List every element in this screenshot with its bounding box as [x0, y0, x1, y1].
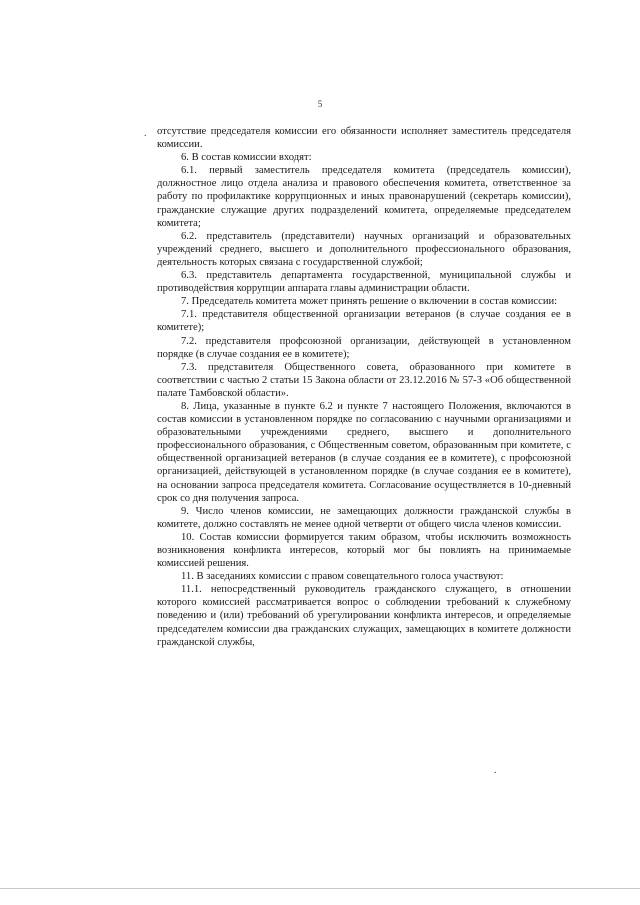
- document-body: [157, 125, 571, 649]
- paragraph-11-1: 11.1. непосредственный руководитель гражданского служащего, в отношении которого комиссией рассматривается вопрос о соблюдении требований к служебному поведению и (или) требований об урегулировании конфликта интересов, и определяемые председателем комиссии два гражданских служащих, замещающих в комитете должности гражданской службы,: [157, 584, 571, 648]
- paragraph-6-3: 6.3. представитель департамента государственной, муниципальной службы и противодействия коррупции аппарата главы администрации области.: [157, 270, 571, 295]
- paragraph-5-continuation: отсутствие председателя комиссии его обязанности исполняет заместитель председателя комиссии.: [157, 126, 571, 151]
- paragraph-7-1: 7.1. представителя общественной организации ветеранов (в случае создания ее в комитете);: [157, 309, 571, 334]
- page-number: 5: [317, 99, 323, 109]
- paragraph-7-2: 7.2. представителя профсоюзной организации, действующей в установленном порядке (в случае создания ее в комитете);: [157, 335, 571, 360]
- scan-edge-line: [0, 888, 640, 889]
- paragraph-7-3: 7.3. представителя Общественного совета, образованного при комитете в соответствии с частью 2 статьи 15 Закона области от 23.12.2016 № 57-З «Об общественной палате Тамбовской области».: [157, 361, 571, 399]
- left-margin-mark: .: [144, 128, 147, 139]
- paragraph-6: 6. В состав комиссии входят:: [181, 152, 312, 164]
- paragraph-7: 7. Председатель комитета может принять решение о включении в состав комиссии:: [181, 296, 558, 308]
- paragraph-6-1: 6.1. первый заместитель председателя комитета (председатель комиссии), должностное лицо отдела анализа и правового обеспечения комитета, ответственное за работу по профилактике коррупционных и иных правонарушений (секретарь комиссии), гражданские служащие других подразделений комитета, определяемые председателем комитета;: [157, 165, 571, 229]
- right-margin-mark: .: [494, 765, 497, 776]
- paragraph-10: 10. Состав комиссии формируется таким образом, чтобы исключить возможность возникновения конфликта интересов, который мог бы повлиять на принимаемые комиссией решения.: [157, 531, 571, 570]
- paragraph-8: 8. Лица, указанные в пункте 6.2 и пункте 7 настоящего Положения, включаются в состав комиссии в установленном порядке по согласованию с научными организациями и образовательными учреждениями среднего, высшего и дополнительного профессионального образования, с Общественным советом, образованным при комитете, с общественной организацией ветеранов (в случае создания ее в комитете), с профсоюзной организацией, действующей в установленном порядке (в случае создания ее в комитете), на основании запроса председателя комитета. Согласование осуществляется в 10-дневный срок со дня получения запроса.: [157, 400, 571, 504]
- paragraph-11: 11. В заседаниях комиссии с правом совещательного голоса участвуют:: [181, 571, 504, 583]
- paragraph-9: 9. Число членов комиссии, не замещающих должности гражданской службы в комитете, должно составлять не менее одной четверти от общего числа членов комиссии.: [157, 505, 571, 530]
- paragraph-6-2: 6.2. представитель (представители) научных организаций и образовательных учреждений среднего, высшего и дополнительного профессионального образования, деятельность которых связана с государственной службой;: [157, 230, 571, 268]
